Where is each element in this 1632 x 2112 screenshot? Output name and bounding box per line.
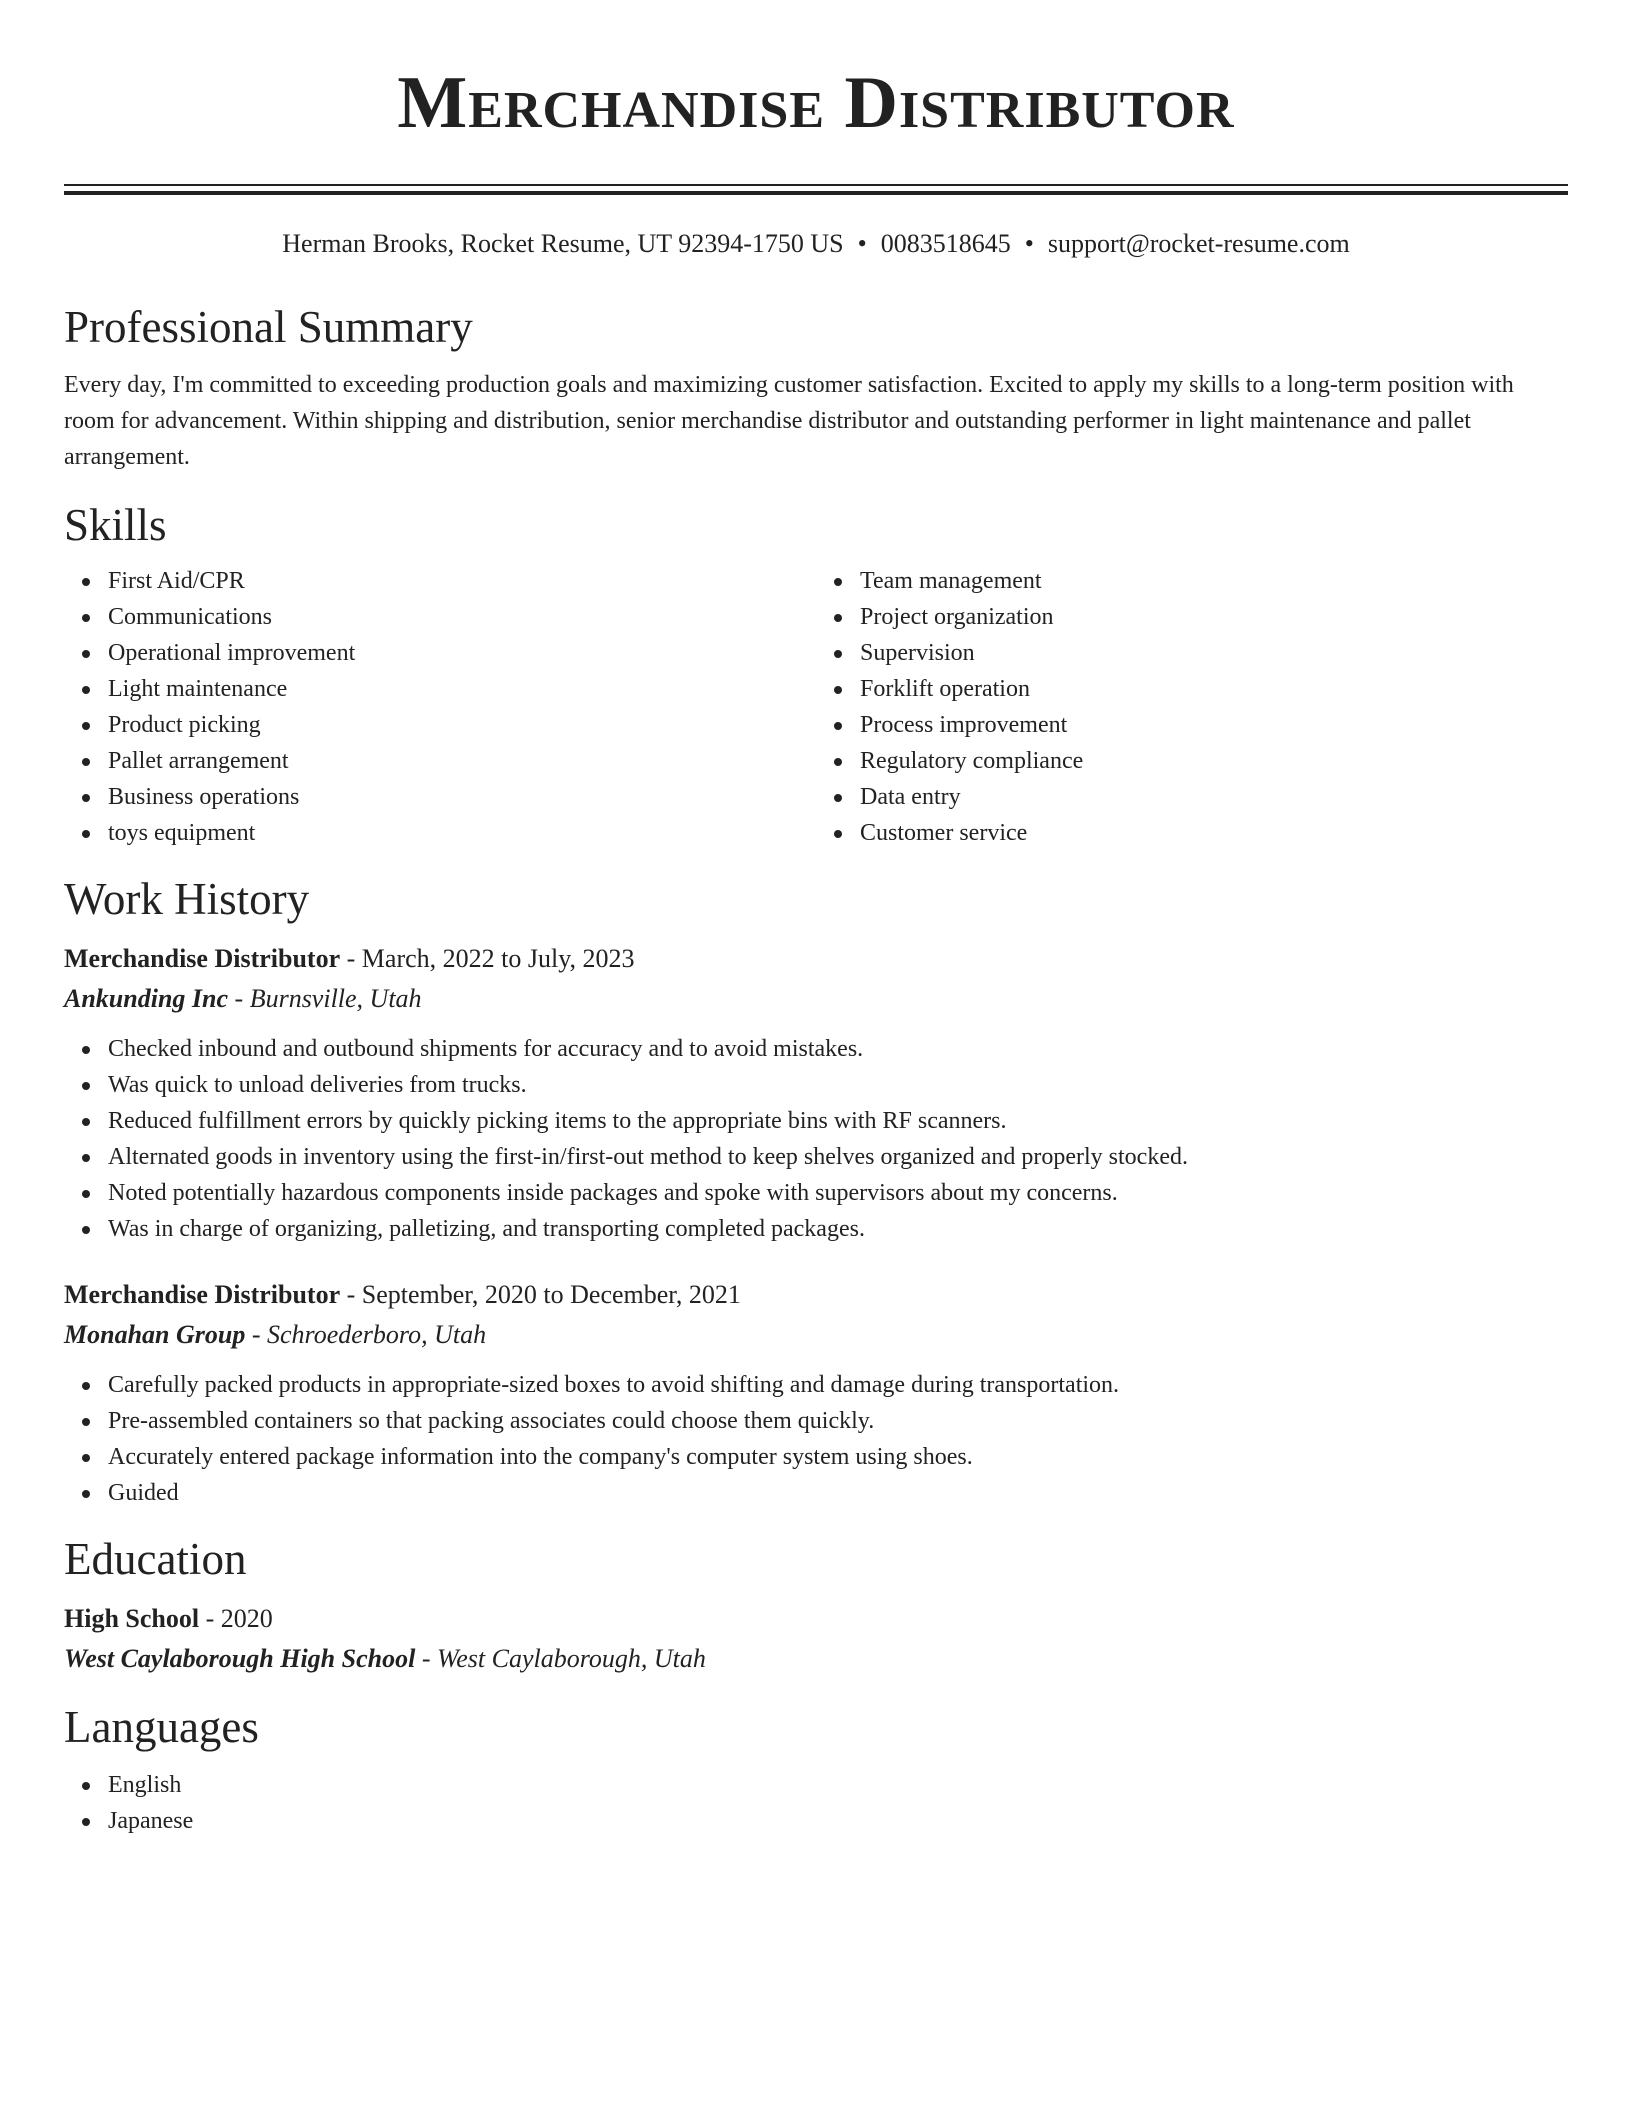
job-dates: - September, 2020 to December, 2021 bbox=[340, 1280, 741, 1309]
skill-item: Regulatory compliance bbox=[860, 743, 1568, 779]
skill-item: Forklift operation bbox=[860, 671, 1568, 707]
job-location: - Burnsville, Utah bbox=[228, 984, 422, 1013]
languages-list bbox=[64, 1767, 1568, 1839]
skill-item: Communications bbox=[108, 599, 816, 635]
skill-item: Business operations bbox=[108, 779, 816, 815]
contact-phone: 0083518645 bbox=[880, 229, 1011, 258]
skill-item: toys equipment bbox=[108, 815, 816, 851]
contact-separator: • bbox=[857, 229, 867, 258]
skill-item: Supervision bbox=[860, 635, 1568, 671]
job-entry bbox=[64, 939, 1568, 1247]
job-entry bbox=[64, 1275, 1568, 1511]
job-employer bbox=[64, 1315, 1568, 1355]
job-duty: Alternated goods in inventory using the first-in/first-out method to keep shelves organized and properly stocked. bbox=[108, 1139, 1568, 1175]
job-role: Merchandise Distributor bbox=[64, 1280, 341, 1309]
languages-heading: Languages bbox=[64, 1702, 259, 1752]
job-duty: Carefully packed products in appropriate-sized boxes to avoid shifting and damage during transportation. bbox=[108, 1367, 1568, 1403]
language-item: English bbox=[108, 1767, 1568, 1803]
job-company: Monahan Group bbox=[64, 1320, 246, 1349]
skills-column-right bbox=[816, 563, 1568, 851]
skills-heading: Skills bbox=[64, 500, 167, 550]
job-role: Merchandise Distributor bbox=[64, 944, 341, 973]
job-duty: Was quick to unload deliveries from trucks. bbox=[108, 1067, 1568, 1103]
skill-item: Operational improvement bbox=[108, 635, 816, 671]
work-history-heading: Work History bbox=[64, 874, 310, 924]
education-location: - West Caylaborough, Utah bbox=[415, 1644, 706, 1673]
job-duties bbox=[64, 1367, 1568, 1511]
skill-item: Product picking bbox=[108, 707, 816, 743]
language-item: Japanese bbox=[108, 1803, 1568, 1839]
skill-item: First Aid/CPR bbox=[108, 563, 816, 599]
job-duty: Guided bbox=[108, 1475, 1568, 1511]
contact-address: Herman Brooks, Rocket Resume, UT 92394-1750 US bbox=[282, 229, 844, 258]
job-duty: Noted potentially hazardous components inside packages and spoke with supervisors about my concerns. bbox=[108, 1175, 1568, 1211]
skill-item: Project organization bbox=[860, 599, 1568, 635]
education-institution bbox=[64, 1639, 1568, 1679]
job-duty: Accurately entered package information into the company's computer system using shoes. bbox=[108, 1439, 1568, 1475]
job-duty: Was in charge of organizing, palletizing, and transporting completed packages. bbox=[108, 1211, 1568, 1247]
job-header bbox=[64, 939, 1568, 979]
job-location: - Schroederboro, Utah bbox=[245, 1320, 487, 1349]
contact-email: support@rocket-resume.com bbox=[1047, 229, 1350, 258]
contact-separator: • bbox=[1024, 229, 1034, 258]
job-header bbox=[64, 1275, 1568, 1315]
skill-item: Light maintenance bbox=[108, 671, 816, 707]
summary-text: Every day, I'm committed to exceeding production goals and maximizing customer satisfaction. Excited to apply my skills to a long-term position with room for advancement. Within shipping and distribution, senior merchandise distributor and outstanding performer in light maintenance and pallet arrangement. bbox=[64, 372, 1514, 470]
job-employer bbox=[64, 979, 1568, 1019]
resume-name: Merchandise Distributor bbox=[397, 62, 1235, 144]
skill-item: Team management bbox=[860, 563, 1568, 599]
job-duties bbox=[64, 1031, 1568, 1247]
skills-list bbox=[64, 563, 1568, 851]
header-divider bbox=[64, 184, 1568, 195]
education-header bbox=[64, 1599, 1568, 1639]
summary-heading: Professional Summary bbox=[64, 302, 473, 352]
job-dates: - March, 2022 to July, 2023 bbox=[340, 944, 635, 973]
job-duty: Checked inbound and outbound shipments for accuracy and to avoid mistakes. bbox=[108, 1031, 1568, 1067]
skill-item: Data entry bbox=[860, 779, 1568, 815]
job-duty: Reduced fulfillment errors by quickly picking items to the appropriate bins with RF scanners. bbox=[108, 1103, 1568, 1139]
education-school: West Caylaborough High School bbox=[64, 1644, 416, 1673]
skill-item: Pallet arrangement bbox=[108, 743, 816, 779]
skill-item: Customer service bbox=[860, 815, 1568, 851]
contact-line bbox=[64, 227, 1568, 261]
skills-column-left bbox=[64, 563, 816, 851]
education-heading: Education bbox=[64, 1534, 247, 1584]
education-year: - 2020 bbox=[199, 1604, 273, 1633]
skill-item: Process improvement bbox=[860, 707, 1568, 743]
job-company: Ankunding Inc bbox=[64, 984, 229, 1013]
education-degree: High School bbox=[64, 1604, 200, 1633]
job-duty: Pre-assembled containers so that packing associates could choose them quickly. bbox=[108, 1403, 1568, 1439]
